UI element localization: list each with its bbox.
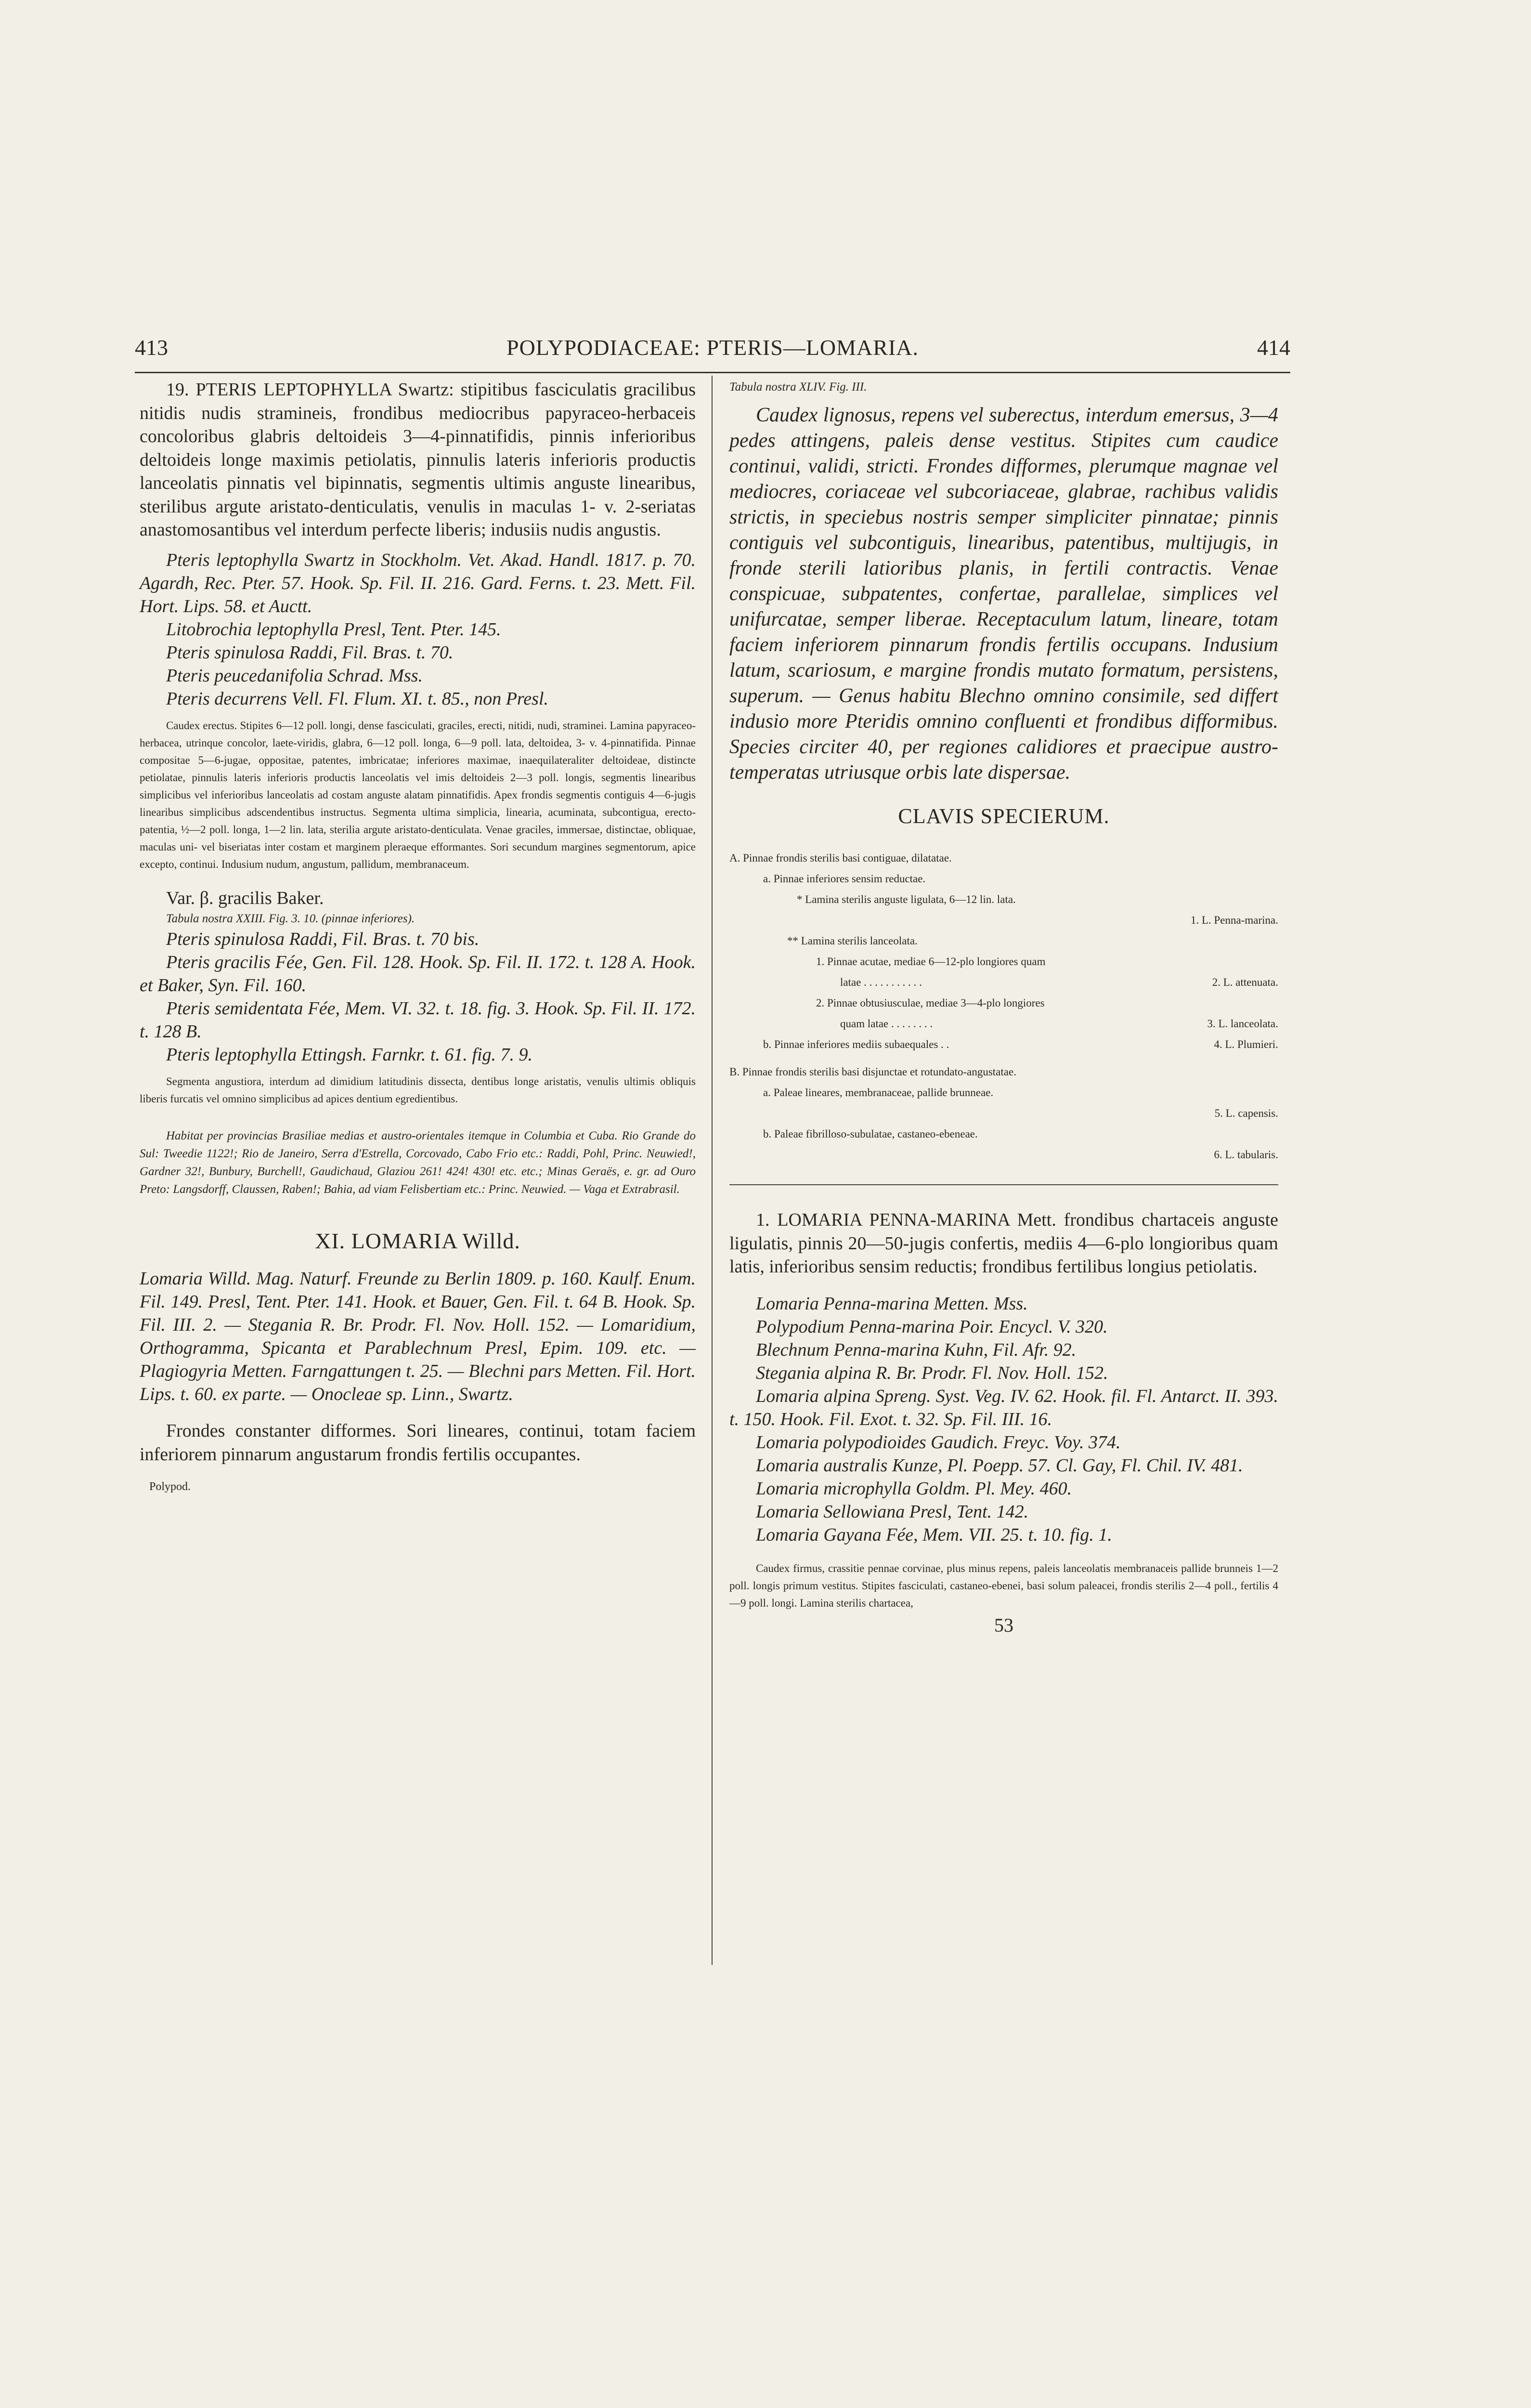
synonym: Lomaria Sellowiana Presl, Tent. 142. (756, 1501, 1029, 1522)
species-description: Caudex firmus, crassitie pennae corvinae, plus minus repens, paleis lanceolatis membranaceis pallide brunneis 1—2 poll. longis primum vestitus. Stipites fasciculati, castaneo-ebenei, basi solum paleacei, frondis sterilis 2—4 poll., fertilis 4—9 poll. longi. Lamina sterilis chartacea, (729, 1562, 1278, 1609)
genus-references: Lomaria Willd. Mag. Naturf. Freunde zu Berlin 1809. p. 160. Kaulf. Enum. Fil. 149. Presl, Tent. Pter. 141. Hook. et Bauer, Gen. Fil. t. 64 B. Hook. Sp. Fil. III. 2. — Stegania R. Br. Prodr. Fl. Nov. Holl. 152. — Lomaridium, Orthogramma, Spicanta et Parablechnum Presl, Epim. 109. etc. — Plagiogyria Metten. Farngattungen t. 25. — Blechni pars Metten. Fil. Hort. Lips. t. 60. ex parte. — Onocleae sp. Linn., Swartz. (140, 1269, 696, 1404)
key-result: 1. L. Penna-marina. (1190, 914, 1278, 926)
species-key (729, 848, 1278, 1165)
synonym: Lomaria polypodioides Gaudich. Freyc. Voy. 374. (756, 1432, 1121, 1453)
key-result: 2. L. attenuata. (1212, 976, 1278, 988)
species-diagnosis: 19. PTERIS LEPTOPHYLLA Swartz: stipitibus fasciculatis gracilibus nitidis nudis stramineis, frondibus mediocribus papyraceo-herbaceis concoloribus glabris deltoideis 3—4-pinnatifidis, pinnis inferioribus deltoideis longe maximis petiolatis, pinnulis lateris inferioris productis lanceolatis pinnatis vel bipinnatis, segmentis ultimis anguste linearibus, sterilibus argute aristato-denticulatis, venulis in maculas 1- v. 2-seriatas anastomosantibus vel interdum perfecte liberis; indusiis nudis angustis. (140, 380, 696, 540)
key-lead: B. Pinnae frondis sterilis basi disjunctae et rotundato-angustatae. (729, 1066, 1016, 1078)
key-lead: quam latae . . . . . . . . (840, 1018, 933, 1030)
synonym: Pteris gracilis Fée, Gen. Fil. 128. Hook. Sp. Fil. II. 172. t. 128 A. Hook. et Baker, Syn. Fil. 160. (140, 952, 696, 995)
species-description: Caudex erectus. Stipites 6—12 poll. longi, dense fasciculati, graciles, erecti, nitidi, nudi, straminei. Lamina papyraceo-herbacea, utrinque concolor, laete-viridis, glabra, 6—12 poll. longa, 6—9 poll. lata, deltoidea, 3- v. 4-pinnatifida. Pinnae compositae 5—6-jugae, oppositae, patentes, imbricatae; inferiores maximae, inaequilateraliter deltoideae, distincte petiolatae, pinnulis lateris inferioris productis lanceolatis vel imis deltoideis 2—3 poll. longis, segmentis linearibus simplicibus vel inferioribus lanceolatis ad costam anguste alatam pinnatifidis. Apex frondis segmentis contiguis 4—6-jugis linearibus simplicibus adscendentibus instructus. Segmenta ultima simplicia, linearia, acuminata, subcontigua, erecto-patentia, ½—2 poll. longa, 1—2 lin. lata, sterilia argute aristato-denticulata. Venae graciles, immersae, distinctae, obliquae, maculas uni- vel biseriatas inter costam et marginem pleraeque efformantes. Sori secundum margines segmentorum, apice excepto, continui. Indusium nudum, angustum, pallidum, membranaceum. (140, 719, 696, 870)
key-result: 4. L. Plumieri. (1214, 1038, 1278, 1050)
synonym: Lomaria Penna-marina Metten. Mss. (756, 1293, 1028, 1314)
synonym: Pteris decurrens Vell. Fl. Flum. XI. t. 85., non Presl. (166, 688, 549, 709)
header-rule (135, 372, 1290, 373)
key-result: 3. L. lanceolata. (1207, 1018, 1278, 1030)
synonym: Litobrochia leptophylla Presl, Tent. Pter. 145. (166, 619, 501, 640)
key-lead: a. Paleae lineares, membranaceae, pallide brunneae. (763, 1086, 994, 1099)
habitat: Habitat per provincias Brasiliae medias et austro-orientales itemque in Columbia et Cuba. Rio Grande do Sul: Tweedie 1122!; Rio de Janeiro, Serra d'Estrella, Corcovado, Cabo Frio etc.: Raddi, Pohl, Princ. Neuwied!, Gardner 32!, Bunbury, Burchell!, Gaudichaud, Glaziou 261! 424! 430! etc. etc.; Minas Geraës, e. gr. ad Ouro Preto: Langsdorff, Claussen, Raben!; Bahia, ad viam Felisbertiam etc.: Princ. Neuwied. — Vaga et Extrabrasil. (140, 1129, 696, 1196)
synonym: Lomaria alpina Spreng. Syst. Veg. IV. 62. Hook. fil. Fl. Antarct. II. 393. t. 150. Hook. Fil. Exot. t. 32. Sp. Fil. III. 16. (729, 1386, 1278, 1429)
section-rule (729, 1184, 1278, 1185)
synonym: Pteris peucedanifolia Schrad. Mss. (166, 665, 423, 686)
running-title: POLYPODIACEAE: PTERIS—LOMARIA. (506, 335, 919, 360)
column-divider (712, 376, 713, 1965)
key-row (729, 1034, 1278, 1055)
synonym-list (729, 1292, 1278, 1546)
species-diagnosis: 1. LOMARIA PENNA-MARINA Mett. frondibus chartaceis anguste ligulatis, pinnis 20—50-jugis confertis, mediis 4—6-plo longioribus quam latis, inferioribus sensim reductis; frondibus fertilibus longius petiolatis. (729, 1210, 1278, 1277)
synonym: Pteris spinulosa Raddi, Fil. Bras. t. 70 bis. (166, 929, 480, 949)
variety-tabula: Tabula nostra XXIII. Fig. 3. 10. (pinnae inferiores). (166, 912, 415, 925)
synonym-list (140, 549, 696, 710)
synonym: Lomaria microphylla Goldm. Pl. Mey. 460. (756, 1478, 1072, 1499)
synonym: Pteris semidentata Fée, Mem. VI. 32. t. 18. fig. 3. Hook. Sp. Fil. II. 172. t. 128 B. (140, 998, 696, 1042)
genus-title: XI. LOMARIA Willd. (315, 1229, 520, 1253)
key-lead: 1. Pinnae acutae, mediae 6—12-plo longiores quam (816, 955, 1046, 968)
key-lead: b. Paleae fibrilloso-subulatae, castaneo-ebeneae. (763, 1128, 978, 1140)
key-row (729, 972, 1278, 993)
page-number-right: 414 (1257, 335, 1290, 360)
key-result: 5. L. capensis. (1214, 1107, 1278, 1119)
synonym: Lomaria Gayana Fée, Mem. VII. 25. t. 10. fig. 1. (756, 1524, 1112, 1545)
signature-number: 53 (994, 1614, 1013, 1636)
synonym: Pteris spinulosa Raddi, Fil. Bras. t. 70. (166, 642, 454, 663)
synonym: Stegania alpina R. Br. Prodr. Fl. Nov. Holl. 152. (756, 1362, 1108, 1383)
left-column (140, 378, 696, 1493)
key-lead: ** Lamina sterilis lanceolata. (787, 935, 918, 947)
running-header (135, 335, 1290, 364)
key-lead: * Lamina sterilis anguste ligulata, 6—12 lin. lata. (797, 893, 1016, 905)
genus-description: Caudex lignosus, repens vel suberectus, interdum emersus, 3—4 pedes attingens, paleis dense vestitus. Stipites cum caudice continui, validi, stricti. Frondes difformes, plerumque magnae vel mediocres, coriaceae vel subcoriaceae, glabrae, rachibus validis strictis, in speciebus nostris semper simpliciter pinnatae; pinnis contiguis vel subcontiguis, linearibus, patentibus, multijugis, in fronde sterili latioribus planis, in fertili contractis. Venae conspicuae, subpatentes, confertae, parallelae, simplices vel unifurcatae, semper liberae. Receptaculum latum, lineare, totam faciem inferiorem pinnarum frondis fertilis occupans. Indusium latum, scariosum, e margine frondis mutato formatum, persistens, superum. — Genus habitu Blechno omnino consimile, sed differt indusio more Pteridis omnino confluenti et frondibus difformibus. Species circiter 40, per regiones calidiores et praecipue austro-temperatas utriusque orbis late dispersae. (729, 404, 1278, 784)
key-lead: latae . . . . . . . . . . . (840, 976, 922, 988)
right-column (729, 378, 1278, 1636)
synonym: Pteris leptophylla Ettingsh. Farnkr. t. 61. fig. 7. 9. (166, 1045, 533, 1065)
variety-title: Var. β. gracilis Baker. (166, 888, 324, 908)
signature-mark: Polypod. (149, 1480, 191, 1493)
tabula-reference: Tabula nostra XLIV. Fig. III. (729, 380, 867, 393)
synonym: Pteris leptophylla Swartz in Stockholm. Vet. Akad. Handl. 1817. p. 70. Agardh, Rec. Pter. 57. Hook. Sp. Fil. II. 216. Gard. Ferns. t. 23. Mett. Fil. Hort. Lips. 58. et Auctt. (140, 550, 696, 616)
page-number-left: 413 (135, 335, 168, 360)
key-lead: A. Pinnae frondis sterilis basi contiguae, dilatatae. (729, 852, 952, 864)
genus-intro: Frondes constanter difformes. Sori lineares, continui, totam faciem inferiorem pinnarum angustarum frondis fertilis occupantes. (140, 1421, 696, 1465)
variety-synonym-list (140, 928, 696, 1066)
synonym: Blechnum Penna-marina Kuhn, Fil. Afr. 92. (756, 1339, 1077, 1360)
key-lead: b. Pinnae inferiores mediis subaequales . . (763, 1038, 949, 1050)
synonym: Polypodium Penna-marina Poir. Encycl. V. 320. (756, 1316, 1108, 1337)
key-title: CLAVIS SPECIERUM. (898, 804, 1110, 828)
key-lead: 2. Pinnae obtusiusculae, mediae 3—4-plo longiores (816, 997, 1045, 1009)
variety-description: Segmenta angustiora, interdum ad dimidium latitudinis dissecta, dentibus longe aristatis, venulis ultimis obliquis liberis furcatis vel omnino simplicibus ad apices dentium egredientibus. (140, 1075, 696, 1105)
key-row (729, 1013, 1278, 1034)
key-result: 6. L. tabularis. (1214, 1149, 1278, 1161)
synonym: Lomaria australis Kunze, Pl. Poepp. 57. Cl. Gay, Fl. Chil. IV. 481. (756, 1455, 1243, 1476)
key-lead: a. Pinnae inferiores sensim reductae. (763, 873, 926, 885)
